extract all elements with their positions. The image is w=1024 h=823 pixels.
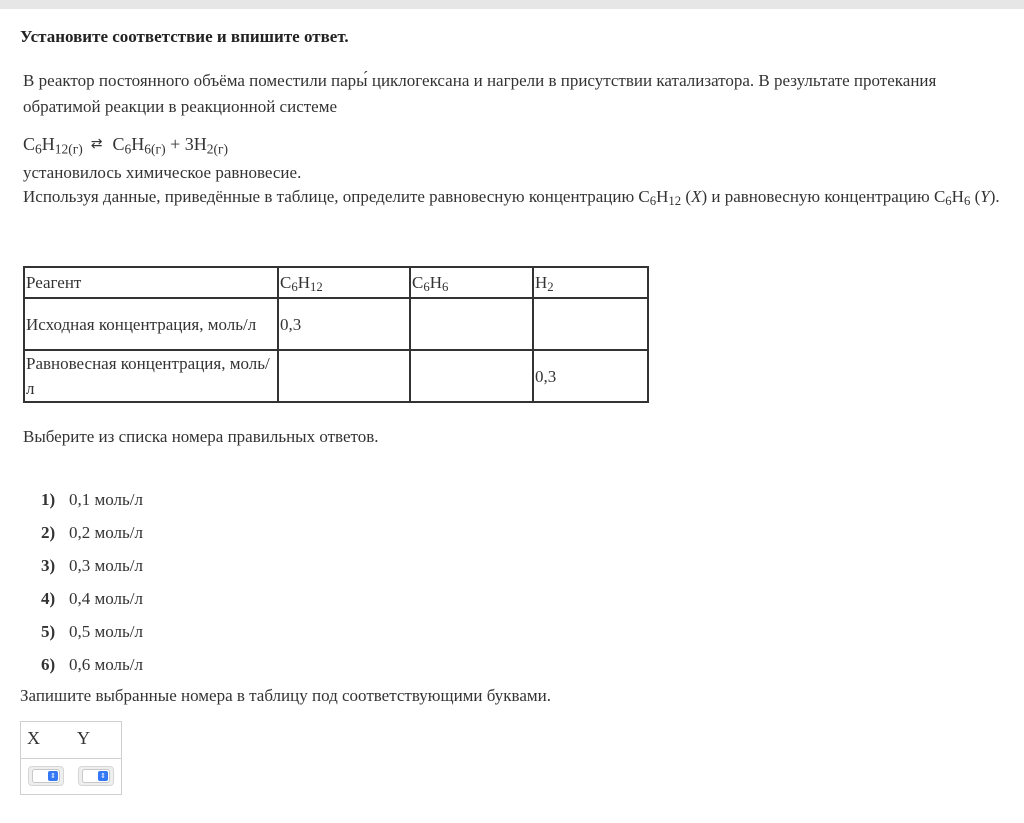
- row-equilibrium-c6h6: [410, 350, 533, 402]
- row-initial-c6h6: [410, 298, 533, 350]
- problem-task: Используя данные, приведённые в таблице, определите равновесную концентрацию $C_6H_{12}$ (X) и равновесную концентрацию $C_6H_6$ (Y).: [23, 187, 1000, 209]
- y-formula: $C_6H_6$: [933, 187, 971, 209]
- table-row: [24, 298, 648, 350]
- list-item: 1) 0,1 моль/л: [41, 490, 143, 509]
- row-equilibrium-h2: 0,3: [533, 350, 648, 402]
- answer-options-list: [41, 487, 143, 685]
- list-item: 4) 0,4 моль/л: [41, 589, 143, 608]
- chevron-up-down-icon: ⇕: [98, 771, 108, 781]
- table-row: [24, 350, 648, 402]
- top-bar: [0, 0, 1024, 9]
- select-field[interactable]: [32, 769, 60, 783]
- row-initial-label: Исходная концентрация, моль/л: [24, 298, 278, 350]
- table-header-reagent: Реагент: [24, 267, 278, 298]
- select-field[interactable]: [82, 769, 110, 783]
- answer-x-select[interactable]: [28, 766, 64, 786]
- answer-label-y: Y: [77, 728, 90, 748]
- row-equilibrium-c6h12: [278, 350, 410, 402]
- concentration-table: [23, 266, 649, 403]
- row-equilibrium-label: Равновесная концентрация, моль/л: [24, 350, 278, 402]
- row-initial-h2: [533, 298, 648, 350]
- reaction-equation: $C_6H_{12(г)}$ ⇄ $C_6H_{6(г)} + 3H_{2(г)}$: [23, 131, 1003, 157]
- answer-label-x: X: [27, 728, 40, 748]
- problem-intro: В реактор постоянного объёма поместили пары́ циклогексана и нагрели в присутствии катализатора. В результате протекания обратимой реакции в реакционной системе: [23, 71, 937, 116]
- table-header-row: [24, 267, 648, 298]
- instruction-text: Запишите выбранные номера в таблицу под соответствующими буквами.: [20, 686, 551, 705]
- table-header-h2: $H_2$: [533, 267, 648, 298]
- problem-result: установилось химическое равновесие.: [23, 163, 302, 182]
- answer-table: [20, 721, 122, 795]
- list-item: 6) 0,6 моль/л: [41, 655, 143, 674]
- answer-y-select[interactable]: [78, 766, 114, 786]
- table-header-c6h12: $C_6H_{12}$: [278, 267, 410, 298]
- list-item: 5) 0,5 моль/л: [41, 622, 143, 641]
- question-text: Выберите из списка номера правильных ответов.: [23, 427, 379, 446]
- list-item: 3) 0,3 моль/л: [41, 556, 143, 575]
- list-item: 2) 0,2 моль/л: [41, 523, 143, 542]
- chevron-up-down-icon: ⇕: [48, 771, 58, 781]
- task-title: Установите соответствие и впишите ответ.: [20, 27, 349, 46]
- x-formula: $C_6H_{12}$: [638, 187, 682, 209]
- row-initial-c6h12: 0,3: [278, 298, 410, 350]
- table-header-c6h6: $C_6H_6$: [410, 267, 533, 298]
- equilibrium-arrow-icon: ⇄: [90, 136, 103, 152]
